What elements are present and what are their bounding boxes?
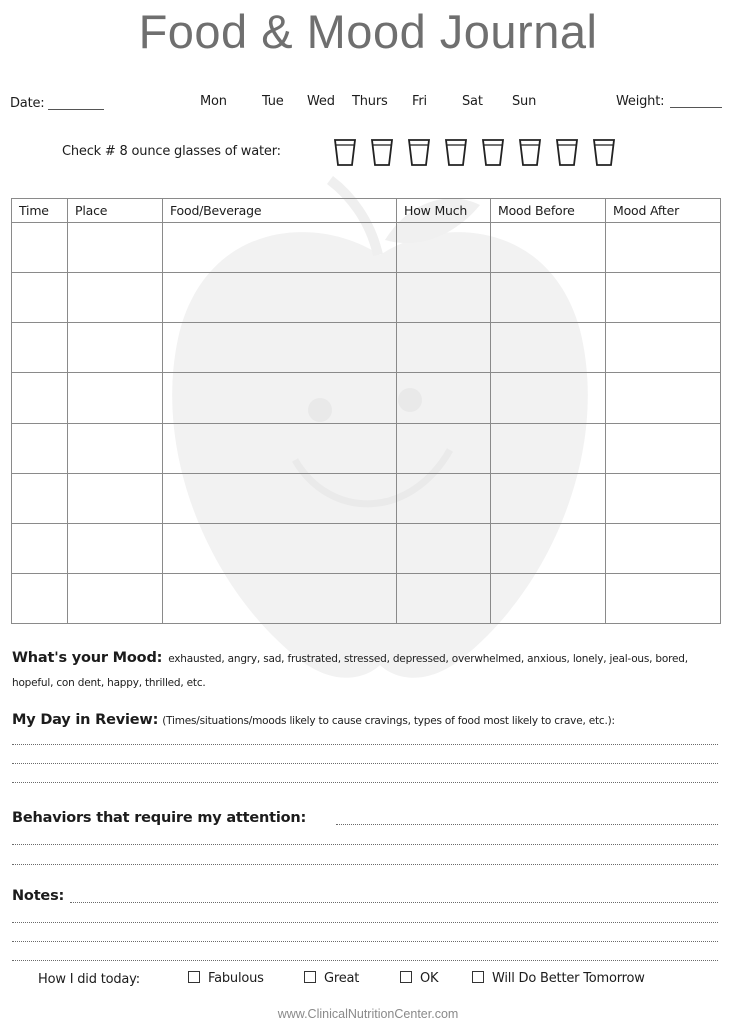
footer-url: www.ClinicalNutritionCenter.com [277,1007,459,1021]
mood-section [12,646,722,694]
table-cell[interactable] [397,273,491,323]
option-label: Fabulous [208,971,264,986]
option-great[interactable] [304,971,359,986]
column-header-time: Time [12,199,68,223]
table-row [12,273,721,323]
table-cell[interactable] [491,323,606,373]
table-cell[interactable] [491,223,606,273]
table-cell[interactable] [12,523,68,573]
table-cell[interactable] [163,423,397,473]
water-glass-icon[interactable] [370,137,394,167]
table-cell[interactable] [397,573,491,623]
water-glass-icon[interactable] [333,137,357,167]
table-cell[interactable] [606,423,721,473]
option-label: Will Do Better Tomorrow [492,971,645,986]
table-cell[interactable] [606,223,721,273]
checkbox[interactable] [304,971,316,983]
day-thurs[interactable]: Thurs [352,94,388,109]
table-row [12,473,721,523]
table-cell[interactable] [491,473,606,523]
table-cell[interactable] [491,573,606,623]
behaviors-label: Behaviors that require my attention: [12,810,307,826]
notes-line[interactable] [12,941,718,942]
table-cell[interactable] [163,473,397,523]
date-label: Date: [10,96,45,111]
table-cell[interactable] [491,523,606,573]
table-cell[interactable] [12,473,68,523]
table-row [12,423,721,473]
day-wed[interactable]: Wed [307,94,335,109]
table-cell[interactable] [606,573,721,623]
water-glass-icon[interactable] [407,137,431,167]
table-cell[interactable] [163,323,397,373]
review-section [12,712,615,728]
table-cell[interactable] [491,423,606,473]
day-sat[interactable]: Sat [462,94,483,109]
table-cell[interactable] [606,323,721,373]
table-cell[interactable] [12,573,68,623]
water-glass-icon[interactable] [481,137,505,167]
table-cell[interactable] [397,523,491,573]
mood-label: What's your Mood: [12,650,163,666]
water-label: Check # 8 ounce glasses of water: [62,144,281,159]
date-field[interactable] [48,109,104,110]
daily-rating [38,970,718,992]
table-cell[interactable] [606,473,721,523]
review-hint: (Times/situations/moods likely to cause cravings, types of food most likely to crave, etc.): [162,715,615,727]
behaviors-line[interactable] [336,824,718,825]
option-fabulous[interactable] [188,971,264,986]
day-fri[interactable]: Fri [412,94,427,109]
table-cell[interactable] [163,373,397,423]
column-header-mood-after: Mood After [606,199,721,223]
page-title: Food & Mood Journal [138,5,598,58]
table-cell[interactable] [163,273,397,323]
column-header-mood-before: Mood Before [491,199,606,223]
table-row [12,323,721,373]
checkbox[interactable] [400,971,412,983]
table-cell[interactable] [68,373,163,423]
behaviors-line[interactable] [12,864,718,865]
table-cell[interactable] [606,523,721,573]
table-cell[interactable] [68,423,163,473]
table-cell[interactable] [68,323,163,373]
water-glass-icon[interactable] [592,137,616,167]
mood-list: exhausted, angry, sad, frustrated, stressed, depressed, overwhelmed, anxious, lonely, jeal-ous, bored, hopeful, con dent, happy, thrilled, etc. [12,653,688,689]
table-row [12,223,721,273]
table-cell[interactable] [397,473,491,523]
rating-label: How I did today: [38,972,140,987]
column-header-food-beverage: Food/Beverage [163,199,397,223]
column-header-place: Place [68,199,163,223]
table-cell[interactable] [491,273,606,323]
checkbox[interactable] [472,971,484,983]
weight-field[interactable] [670,107,722,108]
water-glass-icon[interactable] [444,137,468,167]
table-cell[interactable] [68,273,163,323]
option-will-do-better[interactable] [472,971,645,986]
review-line[interactable] [12,744,718,745]
table-cell[interactable] [68,523,163,573]
food-log-table [11,198,721,624]
table-row [12,523,721,573]
table-cell[interactable] [397,373,491,423]
table-row [12,373,721,423]
table-cell[interactable] [12,223,68,273]
weight-label: Weight: [616,94,665,109]
day-sun[interactable]: Sun [512,94,537,109]
review-label: My Day in Review: [12,712,159,728]
table-cell[interactable] [68,573,163,623]
review-line[interactable] [12,763,718,764]
water-tracker [62,137,632,171]
date-row [10,93,726,115]
day-mon[interactable]: Mon [200,94,227,109]
table-cell[interactable] [397,223,491,273]
water-glass-icon[interactable] [555,137,579,167]
table-cell[interactable] [68,223,163,273]
review-line[interactable] [12,782,718,783]
table-cell[interactable] [12,373,68,423]
table-cell[interactable] [68,473,163,523]
table-cell[interactable] [606,273,721,323]
table-cell[interactable] [163,573,397,623]
table-cell[interactable] [163,223,397,273]
table-cell[interactable] [163,523,397,573]
table-cell[interactable] [397,323,491,373]
table-header-row [12,199,721,223]
table-cell[interactable] [12,423,68,473]
column-header-how-much: How Much [397,199,491,223]
option-label: OK [420,971,439,986]
notes-label: Notes: [12,888,65,904]
table-cell[interactable] [606,373,721,423]
notes-line[interactable] [12,922,718,923]
option-ok[interactable] [400,971,438,986]
checkbox[interactable] [188,971,200,983]
table-row [12,573,721,623]
notes-line[interactable] [12,960,718,961]
behaviors-line[interactable] [12,844,718,845]
option-label: Great [324,971,360,986]
day-tue[interactable]: Tue [262,94,284,109]
table-cell[interactable] [397,423,491,473]
notes-line[interactable] [70,902,718,903]
table-cell[interactable] [491,373,606,423]
table-cell[interactable] [12,273,68,323]
table-cell[interactable] [12,323,68,373]
water-glass-icon[interactable] [518,137,542,167]
